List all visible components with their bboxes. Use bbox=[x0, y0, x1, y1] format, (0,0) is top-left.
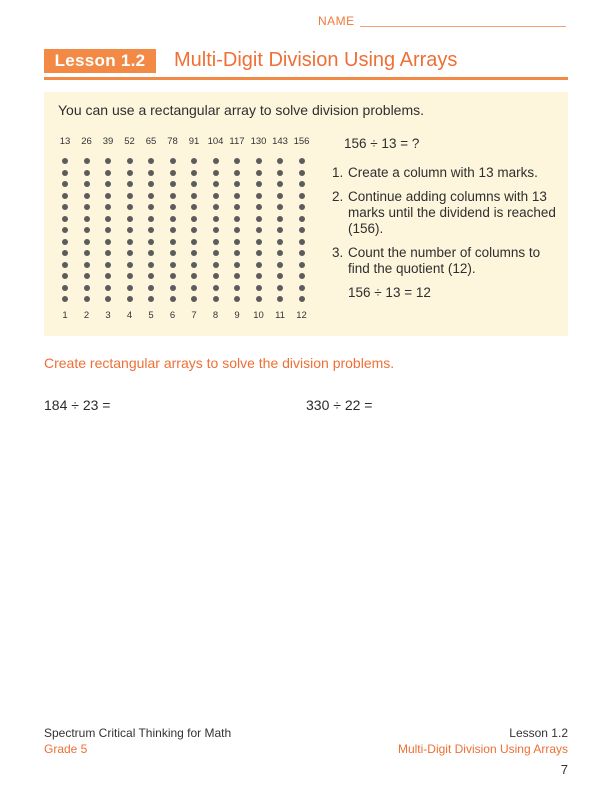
array-column bbox=[205, 158, 227, 308]
array-bottom-label: 4 bbox=[126, 310, 133, 321]
array-mark bbox=[127, 193, 133, 199]
array-mark bbox=[170, 273, 176, 279]
array-column bbox=[269, 158, 291, 308]
array-mark bbox=[148, 296, 154, 302]
array-mark bbox=[256, 216, 262, 222]
array-mark bbox=[277, 227, 283, 233]
array-mark bbox=[234, 216, 240, 222]
array-column bbox=[291, 158, 313, 308]
array-mark bbox=[62, 296, 68, 302]
array-mark bbox=[191, 285, 197, 291]
array-mark bbox=[277, 216, 283, 222]
array-mark bbox=[127, 170, 133, 176]
array-top-label: 117 bbox=[229, 136, 245, 147]
array-bottom-label: 11 bbox=[275, 310, 285, 321]
step-number: 3. bbox=[332, 245, 344, 260]
step-3-answer: 156 ÷ 13 = 12 bbox=[348, 285, 431, 300]
array-mark bbox=[256, 181, 262, 187]
array-top-label: 143 bbox=[272, 136, 288, 147]
array-mark bbox=[191, 296, 197, 302]
array-mark bbox=[234, 227, 240, 233]
array-mark bbox=[191, 273, 197, 279]
array-mark bbox=[213, 204, 219, 210]
array-mark bbox=[213, 285, 219, 291]
array-top-label: 130 bbox=[250, 136, 267, 147]
array-mark bbox=[62, 273, 68, 279]
array-column bbox=[54, 158, 76, 308]
lesson-badge: Lesson 1.2 bbox=[44, 49, 156, 73]
array-top-label: 52 bbox=[124, 136, 135, 147]
array-mark bbox=[170, 239, 176, 245]
array-bottom-label: 3 bbox=[105, 310, 111, 321]
array-mark bbox=[191, 239, 197, 245]
array-mark bbox=[299, 262, 305, 268]
array-mark bbox=[84, 262, 90, 268]
array-mark bbox=[277, 250, 283, 256]
array-mark bbox=[62, 170, 68, 176]
array-mark bbox=[127, 250, 133, 256]
step-1 bbox=[332, 165, 562, 181]
array-mark bbox=[191, 204, 197, 210]
array-mark bbox=[170, 296, 176, 302]
array-mark bbox=[62, 250, 68, 256]
array-mark bbox=[105, 273, 111, 279]
array-mark bbox=[84, 181, 90, 187]
step-text: Continue adding columns with 13 marks until the dividend is reached (156). bbox=[348, 189, 556, 236]
array-mark bbox=[105, 170, 111, 176]
array-mark bbox=[191, 216, 197, 222]
array-mark bbox=[170, 204, 176, 210]
array-mark bbox=[170, 285, 176, 291]
array-mark bbox=[105, 296, 111, 302]
array-mark bbox=[234, 239, 240, 245]
array-mark bbox=[277, 158, 283, 164]
array-mark bbox=[127, 285, 133, 291]
array-top-label: 13 bbox=[59, 136, 71, 147]
array-bottom-label: 12 bbox=[296, 310, 307, 321]
array-mark bbox=[277, 193, 283, 199]
array-mark bbox=[213, 262, 219, 268]
array-mark bbox=[84, 204, 90, 210]
array-mark bbox=[299, 181, 305, 187]
array-mark bbox=[213, 273, 219, 279]
array-mark bbox=[191, 181, 197, 187]
array-mark bbox=[213, 158, 219, 164]
array-mark bbox=[234, 273, 240, 279]
array-mark bbox=[62, 239, 68, 245]
array-column bbox=[76, 158, 98, 308]
array-mark bbox=[105, 158, 111, 164]
array-mark bbox=[299, 193, 305, 199]
array-mark bbox=[127, 216, 133, 222]
array-mark bbox=[148, 204, 154, 210]
array-mark bbox=[170, 170, 176, 176]
array-mark bbox=[213, 227, 219, 233]
array-mark bbox=[213, 250, 219, 256]
array-top-label: 156 bbox=[293, 136, 310, 147]
intro-text: You can use a rectangular array to solve division problems. bbox=[58, 102, 425, 118]
array-mark bbox=[213, 239, 219, 245]
array-mark bbox=[148, 285, 154, 291]
array-mark bbox=[62, 158, 68, 164]
array-top-label: 39 bbox=[102, 136, 114, 147]
array-mark bbox=[277, 204, 283, 210]
array-mark bbox=[84, 216, 90, 222]
array-mark bbox=[84, 170, 90, 176]
array-mark bbox=[148, 262, 154, 268]
rectangular-array bbox=[54, 136, 312, 324]
array-mark bbox=[299, 250, 305, 256]
instruction-text: Create rectangular arrays to solve the division problems. bbox=[44, 355, 395, 371]
array-mark bbox=[256, 239, 262, 245]
array-mark bbox=[277, 285, 283, 291]
array-mark bbox=[105, 285, 111, 291]
array-top-label: 26 bbox=[81, 136, 92, 147]
array-bottom-label: 2 bbox=[83, 310, 90, 321]
array-mark bbox=[256, 273, 262, 279]
problem-1[interactable]: 184 ÷ 23 = bbox=[44, 397, 111, 413]
array-mark bbox=[148, 273, 154, 279]
footer-right bbox=[398, 725, 568, 757]
array-mark bbox=[127, 227, 133, 233]
array-mark bbox=[105, 227, 111, 233]
array-mark bbox=[256, 285, 262, 291]
array-mark bbox=[84, 239, 90, 245]
array-mark bbox=[234, 204, 240, 210]
array-top-label: 78 bbox=[167, 136, 178, 147]
grade-label: Grade 5 bbox=[44, 742, 88, 756]
lesson-title: Multi-Digit Division Using Arrays bbox=[174, 49, 458, 71]
array-mark bbox=[299, 239, 305, 245]
array-mark bbox=[148, 239, 154, 245]
array-dot-grid bbox=[54, 158, 312, 308]
array-mark bbox=[234, 296, 240, 302]
example-panel bbox=[44, 92, 568, 336]
array-mark bbox=[213, 216, 219, 222]
array-mark bbox=[105, 262, 111, 268]
array-column bbox=[248, 158, 270, 308]
array-mark bbox=[84, 158, 90, 164]
array-mark bbox=[277, 262, 283, 268]
array-mark bbox=[148, 227, 154, 233]
array-mark bbox=[105, 239, 111, 245]
array-mark bbox=[170, 193, 176, 199]
step-text: Create a column with 13 marks. bbox=[348, 165, 538, 180]
array-mark bbox=[127, 296, 133, 302]
array-mark bbox=[62, 262, 68, 268]
array-mark bbox=[127, 158, 133, 164]
array-mark bbox=[148, 158, 154, 164]
step-2 bbox=[332, 189, 562, 237]
array-bottom-label: 6 bbox=[169, 310, 176, 321]
example-steps bbox=[332, 136, 562, 300]
array-mark bbox=[105, 204, 111, 210]
array-bottom-label: 5 bbox=[148, 310, 154, 321]
array-mark bbox=[148, 181, 154, 187]
array-mark bbox=[148, 193, 154, 199]
array-mark bbox=[277, 239, 283, 245]
array-top-label: 104 bbox=[207, 136, 224, 147]
array-bottom-label: 8 bbox=[212, 310, 219, 321]
header-rule bbox=[44, 77, 568, 80]
array-mark bbox=[84, 250, 90, 256]
array-mark bbox=[62, 216, 68, 222]
array-mark bbox=[234, 170, 240, 176]
array-top-labels bbox=[54, 136, 312, 150]
array-mark bbox=[256, 227, 262, 233]
array-mark bbox=[299, 273, 305, 279]
array-mark bbox=[191, 193, 197, 199]
array-mark bbox=[299, 216, 305, 222]
array-column bbox=[140, 158, 162, 308]
array-mark bbox=[299, 227, 305, 233]
array-mark bbox=[234, 262, 240, 268]
step-text: Count the number of columns to find the quotient (12). bbox=[348, 245, 541, 276]
array-mark bbox=[213, 170, 219, 176]
footer-left bbox=[44, 725, 231, 757]
name-line[interactable] bbox=[360, 26, 566, 27]
array-mark bbox=[299, 204, 305, 210]
array-mark bbox=[170, 262, 176, 268]
lesson-header bbox=[44, 46, 568, 80]
array-mark bbox=[213, 193, 219, 199]
array-mark bbox=[170, 250, 176, 256]
array-mark bbox=[148, 170, 154, 176]
array-mark bbox=[127, 262, 133, 268]
name-label: NAME bbox=[318, 14, 355, 28]
array-column bbox=[119, 158, 141, 308]
array-mark bbox=[170, 158, 176, 164]
array-bottom-label: 9 bbox=[234, 310, 240, 321]
page-number: 7 bbox=[560, 762, 568, 777]
array-column bbox=[97, 158, 119, 308]
array-mark bbox=[84, 193, 90, 199]
array-mark bbox=[277, 170, 283, 176]
array-mark bbox=[277, 273, 283, 279]
array-mark bbox=[84, 273, 90, 279]
array-mark bbox=[84, 227, 90, 233]
array-mark bbox=[234, 181, 240, 187]
array-mark bbox=[191, 170, 197, 176]
footer-lesson: Lesson 1.2 bbox=[509, 726, 568, 740]
array-mark bbox=[62, 285, 68, 291]
array-mark bbox=[234, 193, 240, 199]
array-mark bbox=[277, 296, 283, 302]
array-mark bbox=[148, 216, 154, 222]
array-mark bbox=[234, 158, 240, 164]
array-column bbox=[162, 158, 184, 308]
step-3 bbox=[332, 245, 562, 277]
array-mark bbox=[213, 296, 219, 302]
array-mark bbox=[256, 204, 262, 210]
array-mark bbox=[299, 158, 305, 164]
array-mark bbox=[299, 170, 305, 176]
array-mark bbox=[191, 262, 197, 268]
array-mark bbox=[191, 250, 197, 256]
step-number: 2. bbox=[332, 189, 344, 204]
array-mark bbox=[105, 181, 111, 187]
array-mark bbox=[277, 181, 283, 187]
array-mark bbox=[256, 193, 262, 199]
array-mark bbox=[62, 227, 68, 233]
problem-2[interactable]: 330 ÷ 22 = bbox=[306, 397, 373, 413]
array-mark bbox=[170, 216, 176, 222]
array-mark bbox=[127, 181, 133, 187]
array-mark bbox=[234, 285, 240, 291]
array-mark bbox=[191, 227, 197, 233]
footer-topic: Multi-Digit Division Using Arrays bbox=[397, 742, 568, 756]
array-mark bbox=[105, 250, 111, 256]
array-mark bbox=[234, 250, 240, 256]
array-bottom-label: 1 bbox=[62, 310, 68, 321]
array-bottom-labels bbox=[54, 310, 312, 324]
array-mark bbox=[148, 250, 154, 256]
array-mark bbox=[170, 181, 176, 187]
array-mark bbox=[256, 262, 262, 268]
step-number: 1. bbox=[332, 165, 344, 180]
array-mark bbox=[170, 227, 176, 233]
array-mark bbox=[256, 296, 262, 302]
array-mark bbox=[127, 204, 133, 210]
array-mark bbox=[127, 273, 133, 279]
array-mark bbox=[84, 285, 90, 291]
array-mark bbox=[84, 296, 90, 302]
array-mark bbox=[256, 250, 262, 256]
array-mark bbox=[256, 158, 262, 164]
name-field-row bbox=[318, 12, 566, 30]
array-top-label: 91 bbox=[188, 136, 200, 147]
array-mark bbox=[191, 158, 197, 164]
array-mark bbox=[62, 193, 68, 199]
array-mark bbox=[62, 181, 68, 187]
array-mark bbox=[105, 216, 111, 222]
array-column bbox=[183, 158, 205, 308]
book-title: Spectrum Critical Thinking for Math bbox=[44, 726, 232, 740]
array-mark bbox=[127, 239, 133, 245]
array-bottom-label: 10 bbox=[253, 310, 264, 321]
array-mark bbox=[105, 193, 111, 199]
array-mark bbox=[299, 285, 305, 291]
array-mark bbox=[299, 296, 305, 302]
array-mark bbox=[62, 204, 68, 210]
array-mark bbox=[256, 170, 262, 176]
array-top-label: 65 bbox=[145, 136, 157, 147]
array-column bbox=[226, 158, 248, 308]
example-equation: 156 ÷ 13 = ? bbox=[344, 136, 420, 151]
array-mark bbox=[213, 181, 219, 187]
array-bottom-label: 7 bbox=[191, 310, 197, 321]
